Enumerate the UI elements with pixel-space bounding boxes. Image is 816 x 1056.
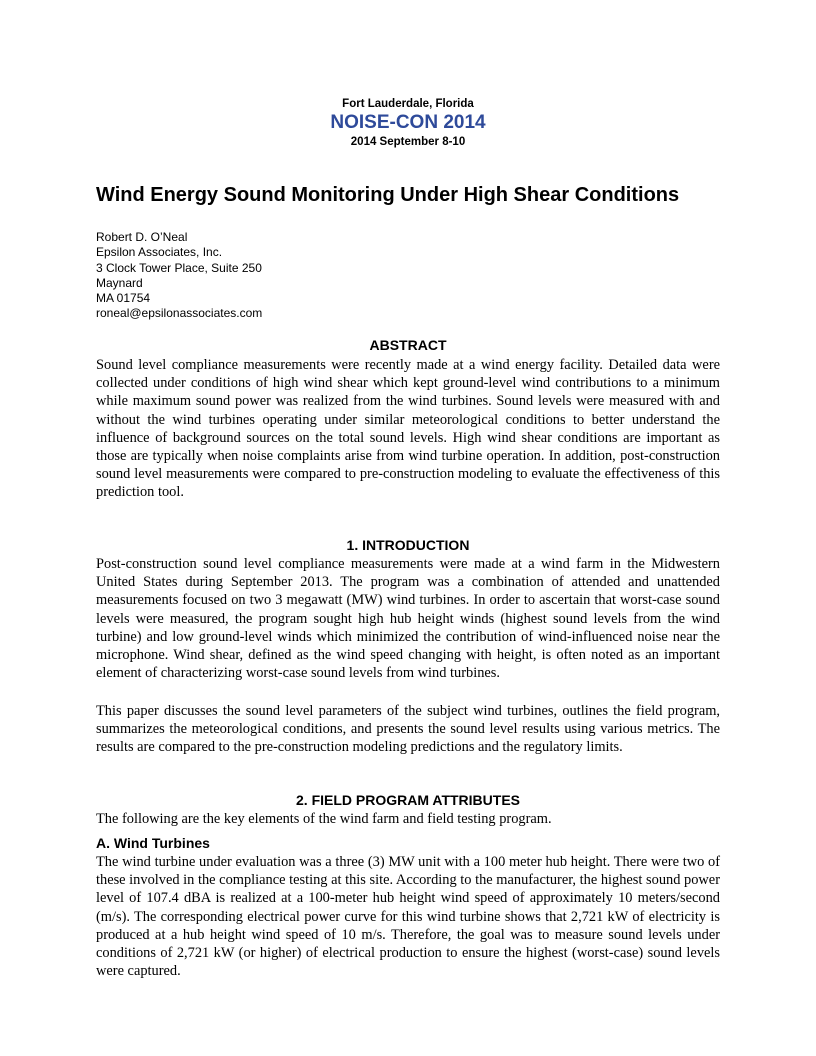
- field-program-heading: 2. FIELD PROGRAM ATTRIBUTES: [296, 792, 520, 808]
- abstract-text: Sound level compliance measurements were recently made at a wind energy facility. Detailed data were collected under conditions of high wind shear which kept ground-level wind contributions to a minimum while maximum sound power was realized from the wind turbines. Sound levels were measured with and without the wind turbines operating under similar meteorological conditions to better understand the influence of background sources on the total sound levels. High wind shear conditions are important as those are typically when noise complaints arise from wind turbine operation. In addition, post-construction sound level measurements were compared to pre-construction modeling to evaluate the effectiveness of this prediction tool.: [96, 357, 720, 501]
- author-name: Robert D. O’Neal: [96, 230, 188, 244]
- conference-date: 2014 September 8-10: [350, 136, 466, 148]
- abstract-heading: ABSTRACT: [369, 337, 447, 353]
- author-email: roneal@epsilonassociates.com: [96, 306, 263, 321]
- author-affiliation: Epsilon Associates, Inc.: [96, 245, 223, 260]
- author-block: [96, 230, 262, 322]
- introduction-paragraph-1: Post-construction sound level compliance measurements were made at a wind farm in the Midwestern United States during September 2013. The program was a combination of attended and unattended measurements focused on two 3 megawatt (MW) wind turbines. In order to ascertain that worst-case sound levels were measured, the program sought high hub height winds (highest sound levels from the wind turbine) and low ground-level winds which minimized the contribution of wind-influenced noise near the microphone. Wind shear, defined as the wind speed changing with height, is often noted as an important element of characterizing worst-case sound levels from wind turbines.: [96, 556, 720, 682]
- wind-turbines-text: The wind turbine under evaluation was a three (3) MW unit with a 100 meter hub height. There were two of these involved in the compliance testing at this site. According to the manufacturer, the highest sound power level of 107.4 dBA is realized at a 100-meter hub height wind speed of approximately 10 meters/second (m/s). The corresponding electrical power curve for this wind turbine shows that 2,721 kW of electricity is produced at a hub height wind speed of 10 m/s. Therefore, the goal was to measure sound levels under conditions of 2,721 kW (or higher) of electrical production to ensure the highest (worst-case) sound levels were captured.: [96, 854, 720, 980]
- conference-name: NOISE-CON 2014: [330, 112, 486, 133]
- author-address: 3 Clock Tower Place, Suite 250: [96, 260, 262, 275]
- conference-location: Fort Lauderdale, Florida: [342, 98, 474, 110]
- paper-title: Wind Energy Sound Monitoring Under High Shear Conditions: [96, 184, 680, 206]
- introduction-heading: 1. INTRODUCTION: [346, 537, 470, 553]
- field-program-intro: The following are the key elements of the wind farm and field testing program.: [96, 811, 552, 827]
- wind-turbines-heading: A. Wind Turbines: [96, 835, 210, 851]
- introduction-paragraph-2: This paper discusses the sound level parameters of the subject wind turbines, outlines the field program, summarizes the meteorological conditions, and presents the sound level results using various metrics. The results are compared to the pre-construction modeling predictions and the regulatory limits.: [96, 703, 720, 756]
- author-city: Maynard: [96, 275, 143, 290]
- author-state-zip: MA 01754: [96, 291, 151, 306]
